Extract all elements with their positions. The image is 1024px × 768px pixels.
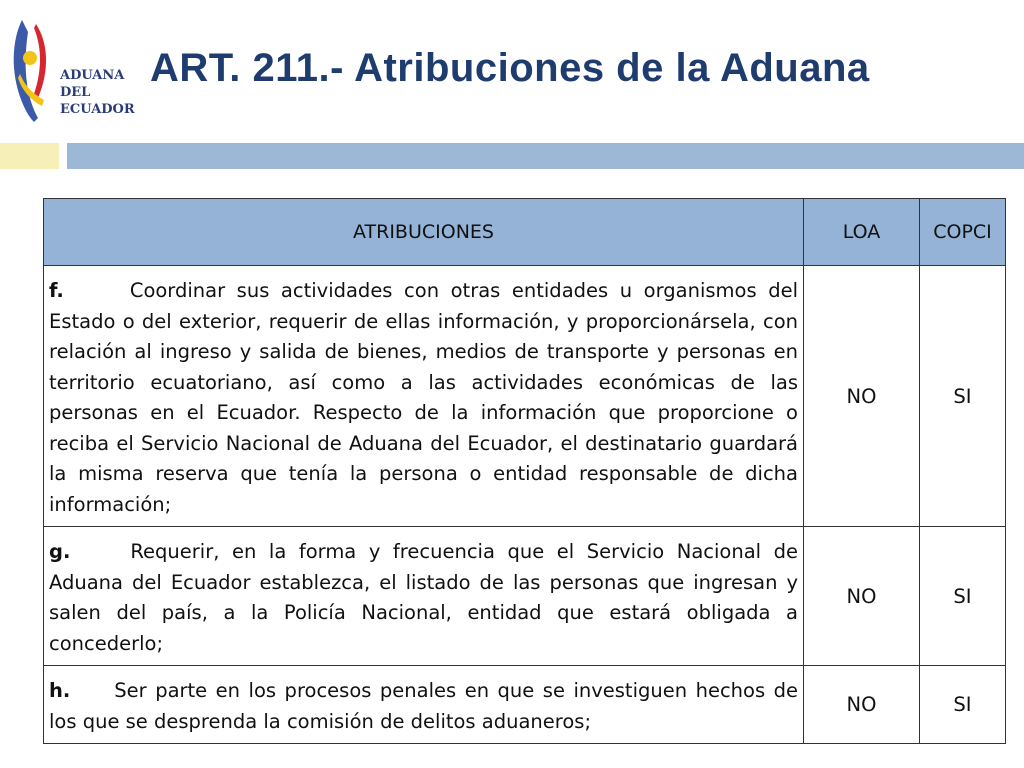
logo-line-ecuador: ECUADOR [60, 102, 135, 117]
loa-value: NO [804, 666, 920, 744]
row-text [44, 527, 804, 666]
copci-value: SI [920, 266, 1006, 527]
table-row [44, 527, 1006, 666]
row-text [44, 666, 804, 744]
copci-value: SI [920, 527, 1006, 666]
logo-emblem-icon [8, 14, 56, 126]
slide-title: ART. 211.- Atribuciones de la Aduana [150, 46, 870, 90]
logo-line-aduana: ADUANA [60, 68, 125, 83]
table-header-row [44, 199, 1006, 266]
logo-text [60, 67, 135, 118]
loa-value: NO [804, 527, 920, 666]
table-row [44, 666, 1006, 744]
table-row [44, 266, 1006, 527]
header-loa: LOA [804, 199, 920, 266]
header-atribuciones: ATRIBUCIONES [44, 199, 804, 266]
atribuciones-table [43, 198, 1006, 744]
header-band-blue [67, 143, 1024, 169]
item-text: Ser parte en los procesos penales en que se investiguen hechos de los que se desprenda la comisión de delitos aduaneros; [49, 679, 798, 733]
copci-value: SI [920, 666, 1006, 744]
item-letter: f. [49, 279, 64, 302]
item-text: Requerir, en la forma y frecuencia que el Servicio Nacional de Aduana del Ecuador establezca, el listado de las personas que ingresan y salen del país, a la Policía Nacional, entidad que estará obligada a concederlo; [49, 540, 798, 655]
logo-line-del: DEL [60, 85, 91, 100]
loa-value: NO [804, 266, 920, 527]
item-letter: g. [49, 540, 71, 563]
row-text [44, 266, 804, 527]
header-copci: COPCI [920, 199, 1006, 266]
item-letter: h. [49, 679, 71, 702]
aduana-logo [8, 14, 138, 126]
header-band-yellow [0, 143, 59, 169]
item-text: Coordinar sus actividades con otras entidades u organismos del Estado o del exterior, requerir de ellas información, y proporcionársela, con relación al ingreso y salida de bienes, medios de transporte y personas en territorio ecuatoriano, así como a las actividades económicas de las personas en el Ecuador. Respecto de la información que proporcione o reciba el Servicio Nacional de Aduana del Ecuador, el destinatario guardará la misma reserva que tenía la persona o entidad responsable de dicha información; [49, 279, 798, 516]
